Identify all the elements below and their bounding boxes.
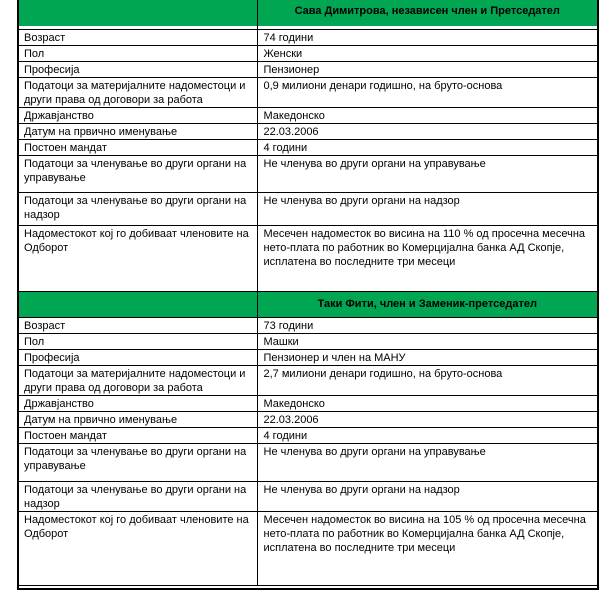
table-row — [19, 365, 597, 395]
row-label: Податоци за членување во други органи на управување — [19, 443, 257, 481]
section-header-row — [19, 0, 597, 29]
row-value: Женски — [257, 45, 597, 61]
row-label: Возраст — [19, 317, 257, 333]
table-row — [19, 61, 597, 77]
table-row — [19, 511, 597, 585]
row-value: Машки — [257, 333, 597, 349]
row-value: 0,9 милиони денари годишно, на бруто-основа — [257, 77, 597, 107]
row-value: Не членува во други органи на надзор — [257, 192, 597, 225]
row-value: Пензионер — [257, 61, 597, 77]
member-profile-table — [19, 0, 597, 586]
table-row — [19, 192, 597, 225]
table-row — [19, 45, 597, 61]
row-label: Државјанство — [19, 107, 257, 123]
table-row — [19, 77, 597, 107]
row-label: Возраст — [19, 29, 257, 45]
row-value: 4 години — [257, 139, 597, 155]
row-value: 22.03.2006 — [257, 411, 597, 427]
table-row — [19, 333, 597, 349]
row-value: Не членува во други органи на управување — [257, 443, 597, 481]
row-label: Пол — [19, 45, 257, 61]
board-members-table — [17, 0, 599, 590]
row-label: Пол — [19, 333, 257, 349]
table-row — [19, 123, 597, 139]
row-label: Датум на првично именување — [19, 123, 257, 139]
row-label: Државјанство — [19, 395, 257, 411]
table-row — [19, 107, 597, 123]
row-value: Пензионер и член на МАНУ — [257, 349, 597, 365]
section-header-row — [19, 291, 597, 317]
row-label: Професија — [19, 349, 257, 365]
row-value: Македонско — [257, 395, 597, 411]
table-row — [19, 29, 597, 45]
table-row — [19, 481, 597, 511]
table-row — [19, 225, 597, 291]
section-header-spacer — [19, 0, 257, 29]
row-value: 4 години — [257, 427, 597, 443]
table-row — [19, 411, 597, 427]
table-row — [19, 139, 597, 155]
row-value: Месечен надоместок во висина на 105 % од просечна месечна нето-плата по работник во Комерцијална банка АД Скопје, исплатена во последните три месеци — [257, 511, 597, 585]
row-label: Податоци за членување во други органи на управување — [19, 155, 257, 192]
row-label: Податоци за материјалните надоместоци и други права од договори за работа — [19, 365, 257, 395]
row-label: Професија — [19, 61, 257, 77]
row-value: Не членува во други органи на управување — [257, 155, 597, 192]
table-row — [19, 349, 597, 365]
row-label: Податоци за членување во други органи на надзор — [19, 481, 257, 511]
table-row — [19, 427, 597, 443]
row-label: Датум на првично именување — [19, 411, 257, 427]
row-label: Податоци за членување во други органи на надзор — [19, 192, 257, 225]
table-row — [19, 443, 597, 481]
section-header-title: Таки Фити, член и Заменик-претседател — [257, 291, 597, 317]
row-value: 22.03.2006 — [257, 123, 597, 139]
row-value: 2,7 милиони денари годишно, на бруто-основа — [257, 365, 597, 395]
row-value: Месечен надоместок во висина на 110 % од просечна месечна нето-плата по работник во Комерцијална банка АД Скопје, исплатена во последните три месеци — [257, 225, 597, 291]
table-row — [19, 155, 597, 192]
section-header-title: Сава Димитрова, независен член и Претседател — [257, 0, 597, 29]
table-row — [19, 395, 597, 411]
row-label: Надоместокот кој го добиваат членовите на Одборот — [19, 511, 257, 585]
row-value: 74 години — [257, 29, 597, 45]
row-value: Македонско — [257, 107, 597, 123]
table-row — [19, 317, 597, 333]
row-label: Постоен мандат — [19, 139, 257, 155]
row-label: Податоци за материјалните надоместоци и други права од договори за работа — [19, 77, 257, 107]
row-value: Не членува во други органи на надзор — [257, 481, 597, 511]
row-label: Надоместокот кој го добиваат членовите на Одборот — [19, 225, 257, 291]
row-label: Постоен мандат — [19, 427, 257, 443]
section-header-spacer — [19, 291, 257, 317]
row-value: 73 години — [257, 317, 597, 333]
